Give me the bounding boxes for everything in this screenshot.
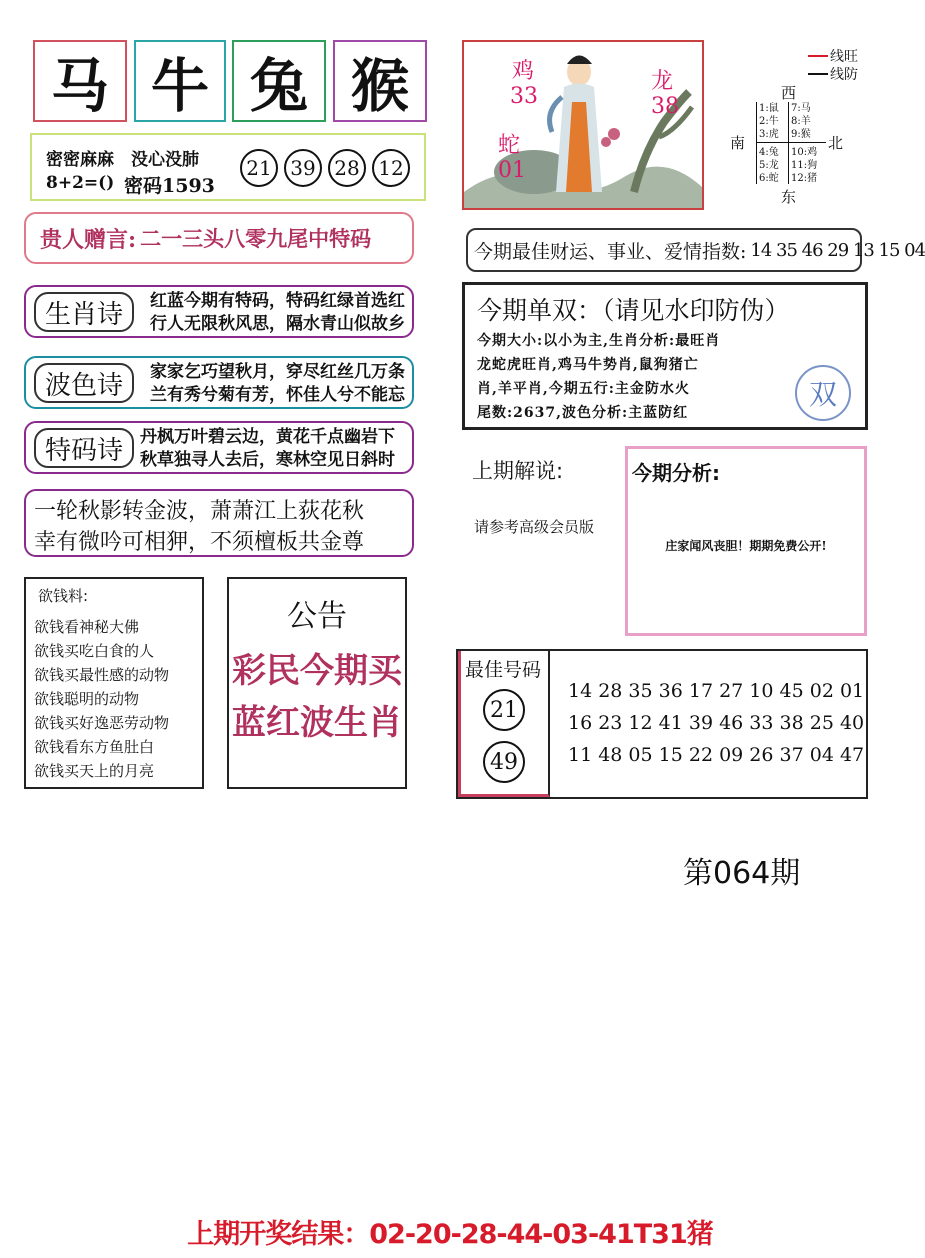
odd-even-line: 尾数:2637,波色分析:主蓝防红	[477, 405, 689, 421]
label-dragon-num: 38	[651, 94, 679, 119]
zodiac-box-2	[134, 40, 226, 122]
riddle-numbers	[240, 149, 410, 187]
odd-even-line: 肖,羊平肖,今期五行:主金防水火	[477, 381, 690, 397]
this-analysis-text: 庄家闻风丧胆！期期免费公开!	[665, 539, 827, 553]
notice-line1: 彩民今期买	[232, 651, 402, 691]
number-circle: 28	[328, 149, 366, 187]
legend-red-text: 线旺	[830, 49, 858, 65]
big-poem-line: 幸有微吟可相狎，不须檀板共金尊	[34, 530, 365, 555]
riddle-item: 欲钱买最性感的动物	[34, 666, 170, 684]
best-numbers-row: 16 23 12 41 39 46 33 38 25 40	[568, 712, 865, 734]
poem-line: 丹枫万叶碧云边，黄花千点幽岩下	[140, 427, 395, 447]
zodiac-char: 牛	[150, 52, 209, 120]
this-analysis-title: 今期分析:	[632, 461, 720, 485]
compass-cell: 11:狗	[791, 160, 818, 171]
compass-left-col	[759, 102, 779, 141]
riddle-line1: 密密麻麻 没心没肺	[46, 150, 199, 170]
compass-cell: 8:羊	[791, 116, 811, 127]
compass-cell: 3:虎	[759, 129, 779, 140]
compass-cell: 4:兔	[759, 147, 779, 158]
poem-line: 秋草独寻人去后，寒林空见日斜时	[140, 450, 395, 470]
compass-cell: 2:牛	[759, 116, 779, 127]
poem-wave	[24, 356, 414, 409]
noble-label: 贵人赠言:	[40, 226, 137, 253]
poem-line: 行人无限秋风思，隔水青山似故乡	[150, 314, 405, 334]
fortune-text: 今期最佳财运、事业、爱情指数:	[474, 240, 747, 263]
riddles-title: 欲钱料:	[38, 587, 89, 605]
notice-box	[227, 577, 407, 789]
label-dragon: 龙	[651, 69, 674, 94]
riddles-box	[24, 577, 204, 789]
notice-title: 公告	[287, 599, 347, 634]
poem-tag: 特码诗	[34, 428, 134, 468]
legend-black	[808, 64, 858, 84]
compass-right-col2	[791, 146, 817, 185]
odd-even-title: 今期单双：（请见水印防伪）	[477, 296, 790, 325]
compass-cell: 9:猴	[791, 129, 811, 140]
issue-number: 第064期	[683, 856, 801, 891]
compass-cell: 6:蛇	[759, 173, 779, 184]
compass-west: 西	[781, 84, 797, 102]
big-poem-line: 一轮秋影转金波，萧萧江上荻花秋	[34, 499, 365, 524]
label-snake-num: 01	[498, 158, 526, 183]
odd-even-lines	[477, 329, 720, 425]
odd-even-box	[462, 282, 868, 430]
compass-left-col2	[759, 146, 779, 185]
poem-zodiac	[24, 285, 414, 338]
best-number-circle: 49	[483, 741, 525, 783]
compass-south: 南	[730, 134, 746, 152]
compass-cell: 7:马	[791, 103, 811, 114]
legend-black-text: 线防	[830, 67, 858, 83]
zodiac-char: 兔	[249, 52, 308, 120]
last-analysis-text: 请参考高级会员版	[474, 518, 595, 536]
number-circle: 21	[240, 149, 278, 187]
zodiac-box-4	[333, 40, 427, 122]
notice-line2: 蓝红波生肖	[232, 703, 402, 743]
compass-cell: 12:猪	[791, 173, 818, 184]
zodiac-box-1	[33, 40, 127, 122]
best-numbers-title: 最佳号码	[465, 659, 542, 681]
compass	[720, 44, 890, 210]
best-numbers-row: 11 48 05 15 22 09 26 37 04 47	[568, 744, 865, 766]
odd-even-line: 龙蛇虎旺肖,鸡马牛势肖,鼠狗猪亡	[477, 357, 699, 373]
poem-tag: 波色诗	[34, 363, 134, 403]
poem-line: 红蓝今期有特码，特码红绿首选红	[150, 291, 405, 311]
best-numbers-left	[458, 651, 550, 797]
odd-even-stamp: 双	[795, 365, 851, 421]
compass-right-col	[791, 102, 811, 141]
riddles-list	[34, 615, 169, 783]
compass-east: 东	[781, 188, 797, 206]
compass-cell: 1:鼠	[759, 103, 779, 114]
label-chicken: 鸡	[512, 59, 535, 84]
compass-north: 北	[828, 134, 844, 152]
legend-red	[808, 46, 858, 66]
poem-line: 家家乞巧望秋月，穿尽红丝几万条	[150, 362, 405, 382]
fortune-numbers: 14 35 46 29 13 15 04	[750, 239, 925, 261]
compass-cell: 10:鸡	[791, 147, 818, 158]
riddle-item: 欲钱聪明的动物	[34, 690, 140, 708]
riddle-item: 欲钱买吃白食的人	[34, 642, 155, 660]
riddle-line2-left: 8+2=()	[46, 173, 115, 193]
riddle-line2-right: 密码1593	[124, 175, 215, 197]
riddle-item: 欲钱看神秘大佛	[34, 618, 140, 636]
riddle-item: 欲钱看东方鱼肚白	[34, 738, 155, 756]
best-number-circle: 21	[483, 689, 525, 731]
picture-box	[462, 40, 704, 210]
number-circle: 39	[284, 149, 322, 187]
compass-cell: 5:龙	[759, 160, 779, 171]
poem-special	[24, 421, 414, 474]
last-analysis-title: 上期解说:	[472, 459, 564, 483]
zodiac-char: 马	[50, 52, 109, 120]
best-numbers-box	[456, 649, 868, 799]
label-chicken-num: 33	[510, 84, 538, 109]
riddle-item: 欲钱买好逸恶劳动物	[34, 714, 170, 732]
odd-even-line: 今期大小:以小为主,生肖分析:最旺肖	[477, 333, 721, 349]
fortune-bar	[466, 228, 925, 272]
poem-line: 兰有秀兮菊有芳，怀佳人兮不能忘	[150, 385, 405, 405]
last-result: 上期开奖结果：02-20-28-44-03-41T31猪	[187, 1219, 713, 1250]
poem-tag: 生肖诗	[34, 292, 134, 332]
label-snake: 蛇	[498, 133, 521, 158]
big-poem	[24, 489, 414, 557]
noble-advice	[24, 212, 414, 264]
riddle-box	[30, 133, 426, 201]
zodiac-box-3	[232, 40, 326, 122]
best-numbers-row: 14 28 35 36 17 27 10 45 02 01	[568, 680, 865, 702]
number-circle: 12	[372, 149, 410, 187]
noble-text: 二一三头八零九尾中特码	[140, 226, 372, 251]
this-analysis-box	[625, 446, 867, 636]
best-numbers-grid	[568, 675, 864, 771]
zodiac-char: 猴	[350, 52, 409, 120]
riddle-item: 欲钱买天上的月亮	[34, 762, 155, 780]
